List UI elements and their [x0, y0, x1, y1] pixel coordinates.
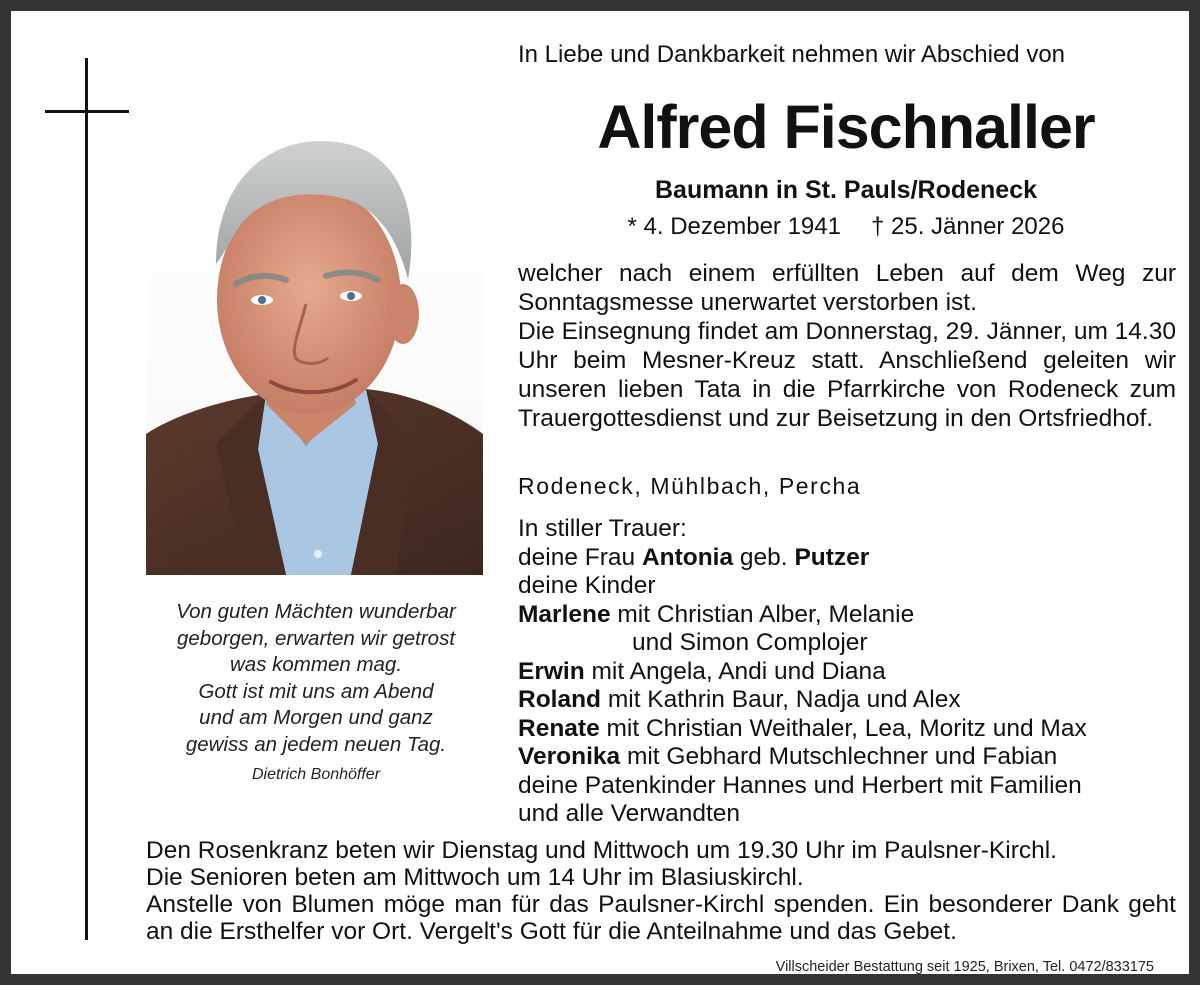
undertaker-credit: Villscheider Bestattung seit 1925, Brixen, Tel. 0472/833175 [775, 959, 1154, 975]
quote-line: Von guten Mächten wunderbar [176, 600, 456, 623]
funeral-details-paragraph: Die Einsegnung findet am Donnerstag, 29. Jänner, um 14.30 Uhr beim Mesner-Kreuz statt. Anschließend geleiten wir unseren lieben Tata in die Pfarrkirche von Rodeneck zum Trauergottesdienst und zur Beisetzung in den Ortsfriedhof. [518, 318, 1176, 432]
rosary-note: Den Rosenkranz beten wir Dienstag und Mittwoch um 19.30 Uhr im Paulsner-Kirchl. [146, 837, 1057, 864]
mourner-relatives: und alle Verwandten [518, 800, 741, 827]
intro-line: In Liebe und Dankbarkeit nehmen wir Abschied von [518, 41, 1066, 68]
portrait-illustration [146, 114, 483, 575]
children-label: deine Kinder [518, 572, 656, 599]
quote-line: gewiss an jedem neuen Tag. [185, 732, 447, 756]
mourner-child: Veronika mit Gebhard Mutschlechner und Fabian [518, 743, 1058, 770]
quote-line: geborgen, erwarten wir getrost [176, 626, 456, 650]
life-dates [516, 211, 1176, 243]
mourners-heading: In stiller Trauer: [518, 515, 687, 542]
portrait-photo [146, 114, 483, 575]
mourner-wife: deine Frau Antonia geb. Putzer [518, 543, 870, 571]
seniors-note: Die Senioren beten am Mittwoch um 14 Uhr im Blasiuskirchl. [146, 864, 804, 891]
mourner-child: Renate mit Christian Weithaler, Lea, Moritz und Max [518, 714, 1087, 742]
announcement-paragraph: welcher nach einem erfüllten Leben auf dem Weg zur Sonntagsmesse unerwartet verstorben ist. [518, 260, 1176, 316]
mourner-child-continued: und Simon Complojer [632, 629, 868, 656]
cross-icon-horizontal [45, 110, 129, 113]
deceased-name: Alfred Fischnaller [597, 93, 1095, 161]
quote-line: Gott ist mit uns am Abend [198, 679, 434, 703]
mourner-child: Erwin mit Angela, Andi und Diana [518, 657, 886, 685]
donation-thanks-note: Anstelle von Blumen möge man für das Paulsner-Kirchl spenden. Ein besonderer Dank geht an die Ersthelfer vor Ort. Vergelt's Gott für die Anteilnahme und das Gebet. [146, 891, 1176, 945]
mourner-child: Marlene mit Christian Alber, Melanie [518, 600, 915, 628]
birth-date: * 4. Dezember 1941 [627, 213, 841, 240]
quote-line: was kommen mag. [229, 653, 403, 676]
mourner-godchildren: deine Patenkinder Hannes und Herbert mit Familien [518, 771, 1082, 799]
quote-line: und am Morgen und ganz [199, 706, 433, 729]
mourners-list [518, 515, 1178, 829]
quote-author: Dietrich Bonhöffer [251, 766, 381, 783]
announcement-text [518, 259, 1176, 433]
deceased-occupation: Baumann in St. Pauls/Rodeneck [654, 176, 1038, 204]
memorial-quote [131, 599, 501, 789]
cross-icon-vertical [85, 58, 88, 940]
death-date: † 25. Jänner 2026 [870, 213, 1065, 240]
mourner-child: Roland mit Kathrin Baur, Nadja und Alex [518, 686, 961, 713]
family-locations: Rodeneck, Mühlbach, Percha [518, 473, 862, 499]
footer-notes [146, 837, 1176, 945]
